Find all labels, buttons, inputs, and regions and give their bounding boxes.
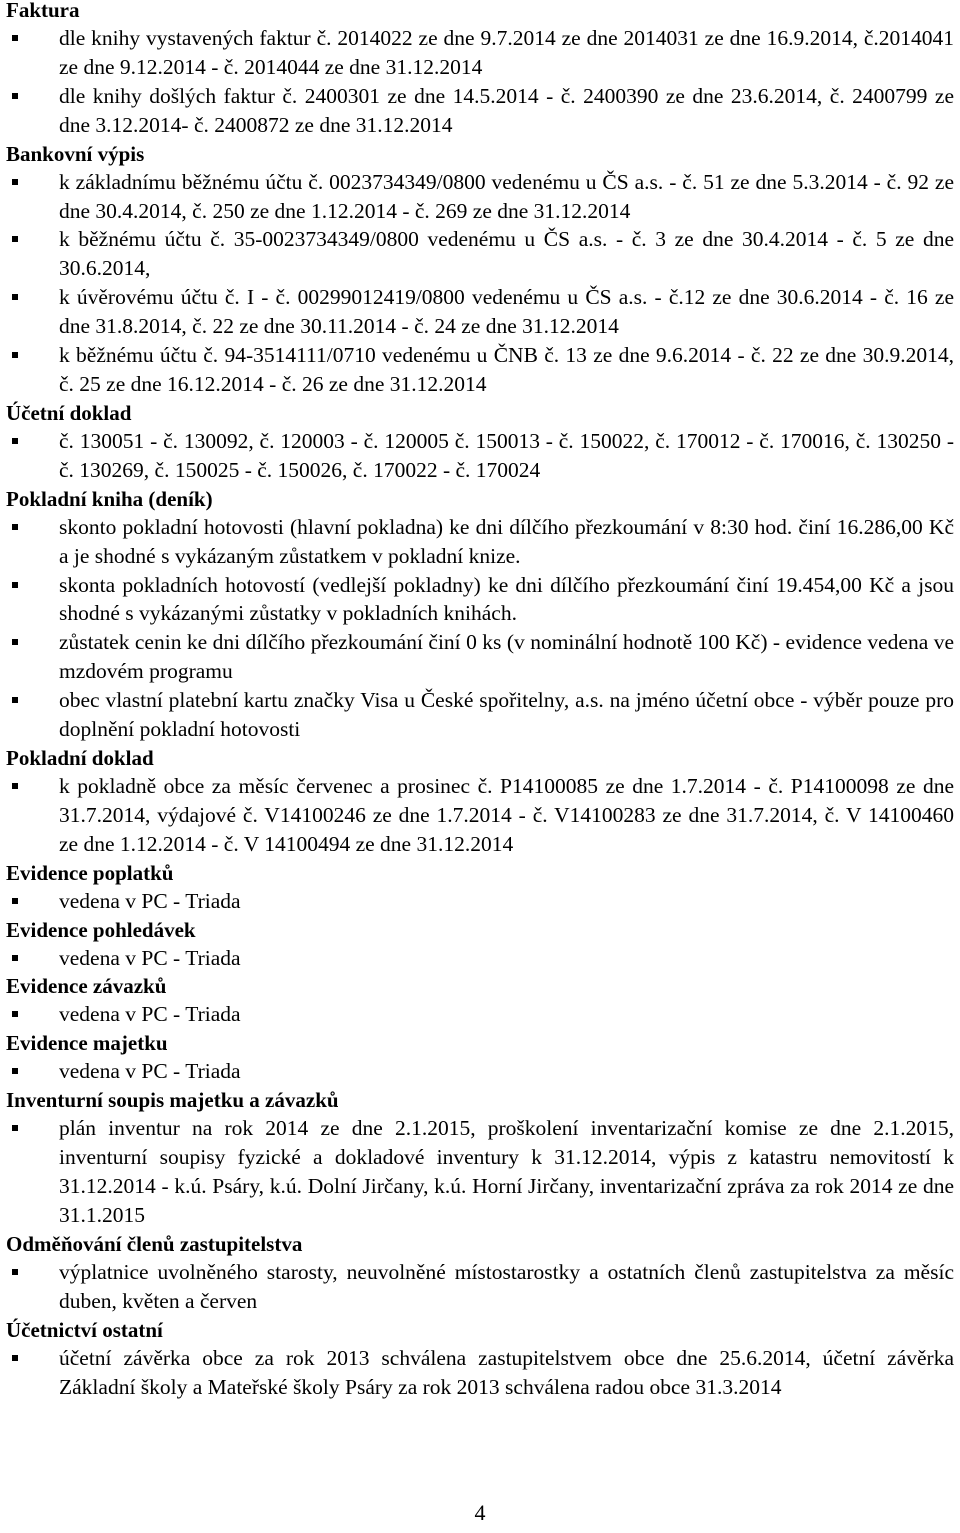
section bbox=[6, 485, 954, 744]
bullet-list bbox=[6, 1258, 954, 1316]
list-item bbox=[6, 168, 954, 226]
section bbox=[6, 1086, 954, 1230]
list-item bbox=[6, 24, 954, 82]
bullet-icon bbox=[12, 1011, 18, 1017]
list-item-text: k pokladně obce za měsíc červenec a prosinec č. P14100085 ze dne 1.7.2014 - č. P14100098 ze dne 31.7.2014, výdajové č. V14100246 ze dne 1.7.2014 - č. V14100283 ze dne 31.7.2014, č. V 14100460 ze dne 1.12.2014 - č. V 14100494 ze dne 31.12.2014 bbox=[59, 773, 954, 856]
bullet-icon bbox=[12, 236, 18, 242]
list-item bbox=[6, 944, 954, 973]
bullet-icon bbox=[12, 1269, 18, 1275]
list-item-text: vedena v PC - Triada bbox=[59, 1002, 241, 1027]
list-item-text: skonto pokladní hotovosti (hlavní pokladna) ke dni dílčího přezkoumání v 8:30 hod. činí 16.286,00 Kč a je shodné s vykázaným zůstatkem v pokladní knize. bbox=[59, 514, 954, 568]
section bbox=[6, 0, 954, 140]
list-item-text: dle knihy vystavených faktur č. 2014022 ze dne 9.7.2014 ze dne 2014031 ze dne 16.9.2014, č.2014041 ze dne 9.12.2014 - č. 2014044 ze dne 31.12.2014 bbox=[59, 26, 954, 79]
list-item bbox=[6, 571, 954, 629]
section bbox=[6, 399, 954, 485]
list-item bbox=[6, 225, 954, 283]
bullet-icon bbox=[12, 898, 18, 904]
list-item bbox=[6, 628, 954, 686]
list-item bbox=[6, 341, 954, 399]
bullet-list bbox=[6, 427, 954, 485]
bullet-list bbox=[6, 1344, 954, 1402]
list-item-text: zůstatek cenin ke dni dílčího přezkoumání činí 0 ks (v nominální hodnotě 100 Kč) - evidence vedena ve mzdovém programu bbox=[59, 630, 954, 684]
section-heading: Účetnictví ostatní bbox=[6, 1317, 163, 1342]
list-item-text: k běžnému účtu č. 94-3514111/0710 vedenému u ČNB č. 13 ze dne 9.6.2014 - č. 22 ze dne 30.9.2014, č. 25 ze dne 16.12.2014 - č. 26 ze dne 31.12.2014 bbox=[59, 343, 954, 396]
list-item-text: vedena v PC - Triada bbox=[59, 945, 241, 970]
section bbox=[6, 972, 954, 1029]
list-item-text: k úvěrovému účtu č. I - č. 00299012419/0800 vedenému u ČS a.s. - č.12 ze dne 30.6.2014 - č. 16 ze dne 31.8.2014, č. 22 ze dne 30.11.2014 - č. 24 ze dne 31.12.2014 bbox=[59, 285, 954, 339]
section-heading: Pokladní kniha (deník) bbox=[6, 486, 213, 511]
bullet-list bbox=[6, 944, 954, 973]
section-heading: Bankovní výpis bbox=[6, 141, 145, 166]
list-item-text: k základnímu běžnému účtu č. 0023734349/0800 vedenému u ČS a.s. - č. 51 ze dne 5.3.2014 - č. 92 ze dne 30.4.2014, č. 250 ze dne 1.12.2014 - č. 269 ze dne 31.12.2014 bbox=[59, 169, 954, 223]
list-item-text: skonta pokladních hotovostí (vedlejší pokladny) ke dni dílčího přezkoumání činí 19.454,00 Kč a jsou shodné s vykázanými zůstatky v pokladních knihách. bbox=[59, 572, 954, 626]
list-item-text: vedena v PC - Triada bbox=[59, 888, 241, 913]
document-body bbox=[6, 0, 954, 1402]
section bbox=[6, 859, 954, 916]
bullet-icon bbox=[12, 955, 18, 961]
bullet-icon bbox=[12, 35, 18, 41]
section-heading: Odměňování členů zastupitelstva bbox=[6, 1231, 303, 1256]
list-item-text: č. 130051 - č. 130092, č. 120003 - č. 120005 č. 150013 - č. 150022, č. 170012 - č. 170016, č. 130250 - č. 130269, č. 150025 - č. 150026, č. 170022 - č. 170024 bbox=[59, 428, 954, 482]
list-item-text: výplatnice uvolněného starosty, neuvolněné místostarostky a ostatních členů zastupitelstva za měsíc duben, květen a červen bbox=[59, 1259, 954, 1313]
bullet-icon bbox=[12, 582, 18, 588]
section-heading: Evidence závazků bbox=[6, 974, 167, 999]
section-heading: Evidence majetku bbox=[6, 1031, 168, 1056]
list-item-text: dle knihy došlých faktur č. 2400301 ze dne 14.5.2014 - č. 2400390 ze dne 23.6.2014, č. 2400799 ze dne 3.12.2014- č. 2400872 ze dne 31.12.2014 bbox=[59, 83, 954, 137]
list-item-text: obec vlastní platební kartu značky Visa u České spořitelny, a.s. na jméno účetní obce - výběr pouze pro doplnění pokladní hotovosti bbox=[59, 688, 954, 742]
list-item-text: k běžnému účtu č. 35-0023734349/0800 vedenému u ČS a.s. - č. 3 ze dne 30.4.2014 - č. 5 ze dne 30.6.2014, bbox=[59, 227, 954, 281]
section-heading: Faktura bbox=[6, 0, 80, 22]
bullet-list bbox=[6, 1057, 954, 1086]
list-item bbox=[6, 1057, 954, 1086]
bullet-list bbox=[6, 513, 954, 744]
section bbox=[6, 1230, 954, 1316]
list-item bbox=[6, 1344, 954, 1402]
bullet-list bbox=[6, 887, 954, 916]
page-number: 4 bbox=[474, 1500, 486, 1525]
bullet-icon bbox=[12, 1125, 18, 1131]
bullet-list bbox=[6, 1114, 954, 1230]
bullet-list bbox=[6, 1000, 954, 1029]
list-item bbox=[6, 1258, 954, 1316]
list-item bbox=[6, 513, 954, 571]
bullet-icon bbox=[12, 783, 18, 789]
list-item bbox=[6, 283, 954, 341]
section bbox=[6, 916, 954, 973]
bullet-icon bbox=[12, 93, 18, 99]
section bbox=[6, 140, 954, 399]
section-heading: Inventurní soupis majetku a závazků bbox=[6, 1088, 339, 1113]
list-item-text: plán inventur na rok 2014 ze dne 2.1.2015, proškolení inventarizační komise ze dne 2.1.2015, inventurní soupisy fyzické a dokladové inventury k 31.12.2014, výpis z katastru nemovitostí k 31.12.2014 - k.ú. Psáry, k.ú. Dolní Jirčany, k.ú. Horní Jirčany, inventarizační zpráva za rok 2014 ze dne 31.1.2015 bbox=[59, 1116, 954, 1227]
section-heading: Účetní doklad bbox=[6, 400, 132, 425]
bullet-list bbox=[6, 168, 954, 399]
bullet-list bbox=[6, 24, 954, 140]
section-heading: Evidence pohledávek bbox=[6, 917, 196, 942]
bullet-icon bbox=[12, 1355, 18, 1361]
bullet-icon bbox=[12, 1068, 18, 1074]
bullet-icon bbox=[12, 639, 18, 645]
list-item bbox=[6, 1114, 954, 1230]
bullet-list bbox=[6, 772, 954, 859]
list-item bbox=[6, 686, 954, 744]
bullet-icon bbox=[12, 352, 18, 358]
section bbox=[6, 744, 954, 859]
section bbox=[6, 1029, 954, 1086]
list-item-text: vedena v PC - Triada bbox=[59, 1059, 241, 1084]
section-heading: Pokladní doklad bbox=[6, 745, 154, 770]
section-heading: Evidence poplatků bbox=[6, 860, 174, 885]
bullet-icon bbox=[12, 438, 18, 444]
list-item bbox=[6, 427, 954, 485]
bullet-icon bbox=[12, 524, 18, 530]
bullet-icon bbox=[12, 294, 18, 300]
list-item bbox=[6, 1000, 954, 1029]
section bbox=[6, 1316, 954, 1402]
list-item bbox=[6, 772, 954, 859]
list-item bbox=[6, 82, 954, 140]
bullet-icon bbox=[12, 179, 18, 185]
bullet-icon bbox=[12, 697, 18, 703]
list-item-text: účetní závěrka obce za rok 2013 schválena zastupitelstvem obce dne 25.6.2014, účetní závěrka Základní školy a Mateřské školy Psáry za rok 2013 schválena radou obce 31.3.2014 bbox=[59, 1345, 954, 1399]
list-item bbox=[6, 887, 954, 916]
